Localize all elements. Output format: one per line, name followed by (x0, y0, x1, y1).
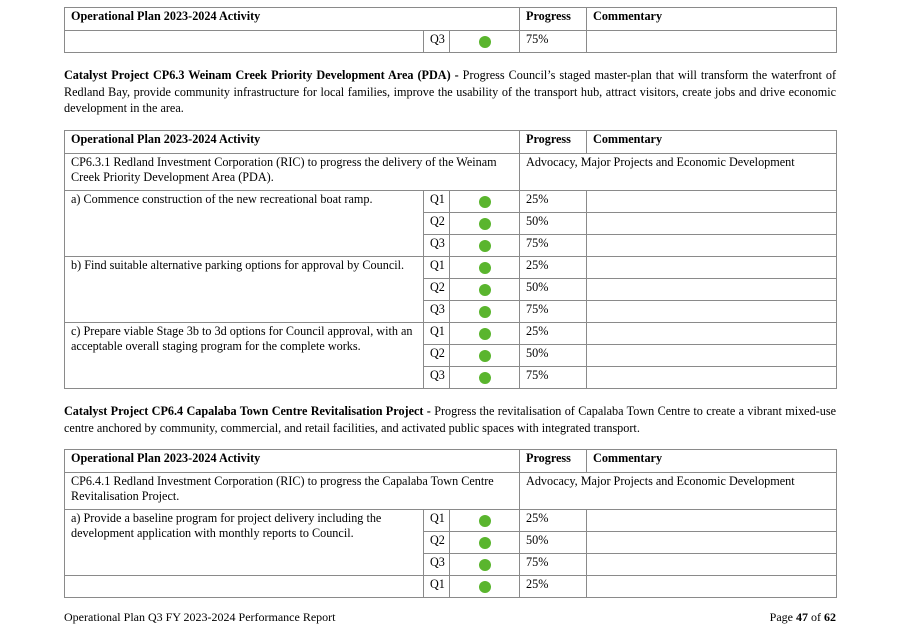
quarter-label: Q2 (424, 279, 450, 301)
header-activity: Operational Plan 2023-2024 Activity (65, 8, 520, 31)
section-cp6-3-description (64, 67, 836, 117)
commentary-cell (587, 554, 837, 576)
quarter-label: Q3 (424, 31, 450, 53)
quarter-label: Q1 (424, 191, 450, 213)
page-current: 47 (796, 610, 808, 624)
table-row (65, 31, 837, 53)
quarter-label: Q1 (424, 576, 450, 598)
section-cp6-3-title: Catalyst Project CP6.3 Weinam Creek Priority Development Area (PDA) - (64, 68, 459, 82)
activity-cell (65, 31, 424, 53)
status-green-dot-icon (479, 537, 491, 549)
quarter-label: Q1 (424, 510, 450, 532)
table-row (65, 257, 837, 279)
quarter-label: Q2 (424, 213, 450, 235)
progress-value: 75% (520, 554, 587, 576)
page-total: 62 (824, 610, 836, 624)
activity-title-cp6-4-1: CP6.4.1 Redland Investment Corporation (RIC) to progress the Capalaba Town Centre Revitalisation Project. (65, 473, 520, 510)
progress-value: 75% (520, 301, 587, 323)
quarter-label: Q1 (424, 323, 450, 345)
commentary-cell (587, 301, 837, 323)
status-green-dot-icon (479, 581, 491, 593)
quarter-label: Q3 (424, 235, 450, 257)
progress-value: 25% (520, 323, 587, 345)
table-row (65, 323, 837, 345)
header-progress: Progress (520, 450, 587, 473)
item-a-text: a) Provide a baseline program for project delivery including the development application with monthly reports to Council. (65, 510, 424, 576)
section-cp6-4-body: Progress the revitalisation of Capalaba Town Centre to create a vibrant mixed-use centre anchored by community, commercial, and retail facilities, and activated public spaces with integrated transport. (64, 404, 836, 435)
header-commentary: Commentary (587, 8, 837, 31)
quarter-label: Q2 (424, 345, 450, 367)
progress-value: 50% (520, 279, 587, 301)
header-progress: Progress (520, 131, 587, 154)
quarter-label: Q2 (424, 532, 450, 554)
section-cp6-4-title: Catalyst Project CP6.4 Capalaba Town Centre Revitalisation Project - (64, 404, 431, 418)
commentary-cell (587, 532, 837, 554)
quarter-label: Q1 (424, 257, 450, 279)
commentary-cell (587, 367, 837, 389)
progress-value: 75% (520, 367, 587, 389)
quarter-label: Q3 (424, 301, 450, 323)
activity-title-cp6-3-1: CP6.3.1 Redland Investment Corporation (RIC) to progress the delivery of the Weinam Creek Priority Development Area (PDA). (65, 154, 520, 191)
quarter-label: Q3 (424, 554, 450, 576)
status-green-dot-icon (479, 306, 491, 318)
progress-value: 25% (520, 257, 587, 279)
status-green-dot-icon (479, 328, 491, 340)
header-activity: Operational Plan 2023-2024 Activity (65, 131, 520, 154)
commentary-cell (587, 191, 837, 213)
status-green-dot-icon (479, 36, 491, 48)
progress-value: 25% (520, 576, 587, 598)
activity-table-cp6-3 (64, 130, 837, 389)
quarter-label: Q3 (424, 367, 450, 389)
status-green-dot-icon (479, 218, 491, 230)
progress-value: 50% (520, 213, 587, 235)
section-cp6-3-body: Progress Council’s staged master-plan that will transform the waterfront of Redland Bay, provide community infrastructure for local families, improve the usability of the transport hub, attract visitors, create jobs and drive economic development in the area. (64, 68, 837, 115)
progress-value: 50% (520, 345, 587, 367)
status-green-dot-icon (479, 350, 491, 362)
item-a-text: a) Commence construction of the new recreational boat ramp. (65, 191, 424, 257)
header-commentary: Commentary (587, 131, 837, 154)
table-row (65, 510, 837, 532)
item-b-text: b) Find suitable alternative parking options for approval by Council. (65, 257, 424, 323)
table-row (65, 191, 837, 213)
progress-value: 75% (520, 235, 587, 257)
status-green-dot-icon (479, 196, 491, 208)
commentary-cell (587, 235, 837, 257)
status-green-dot-icon (479, 240, 491, 252)
commentary-cell (587, 510, 837, 532)
activity-table-cp6-4 (64, 449, 837, 598)
activity-table-continued (64, 7, 837, 53)
status-green-dot-icon (479, 372, 491, 384)
header-progress: Progress (520, 8, 587, 31)
status-green-dot-icon (479, 559, 491, 571)
responsible-unit: Advocacy, Major Projects and Economic Development (520, 154, 837, 191)
progress-value: 75% (520, 31, 587, 53)
item-c-text: c) Prepare viable Stage 3b to 3d options for Council approval, with an acceptable overall staging program for the complete works. (65, 323, 424, 389)
commentary-cell (587, 345, 837, 367)
header-activity: Operational Plan 2023-2024 Activity (65, 450, 520, 473)
progress-value: 50% (520, 532, 587, 554)
progress-value: 25% (520, 191, 587, 213)
commentary-cell (587, 257, 837, 279)
status-green-dot-icon (479, 262, 491, 274)
item-b-text (65, 576, 424, 598)
commentary-cell (587, 213, 837, 235)
progress-value: 25% (520, 510, 587, 532)
section-cp6-4-description (64, 403, 836, 436)
commentary-cell (587, 323, 837, 345)
commentary-cell (587, 576, 837, 598)
footer-report-title: Operational Plan Q3 FY 2023-2024 Performance Report (64, 610, 336, 624)
table-row (65, 576, 837, 598)
header-commentary: Commentary (587, 450, 837, 473)
footer-page-number: Page 47 of 62 (769, 610, 836, 624)
responsible-unit: Advocacy, Major Projects and Economic Development (520, 473, 837, 510)
status-green-dot-icon (479, 515, 491, 527)
status-green-dot-icon (479, 284, 491, 296)
commentary-cell (587, 31, 837, 53)
commentary-cell (587, 279, 837, 301)
